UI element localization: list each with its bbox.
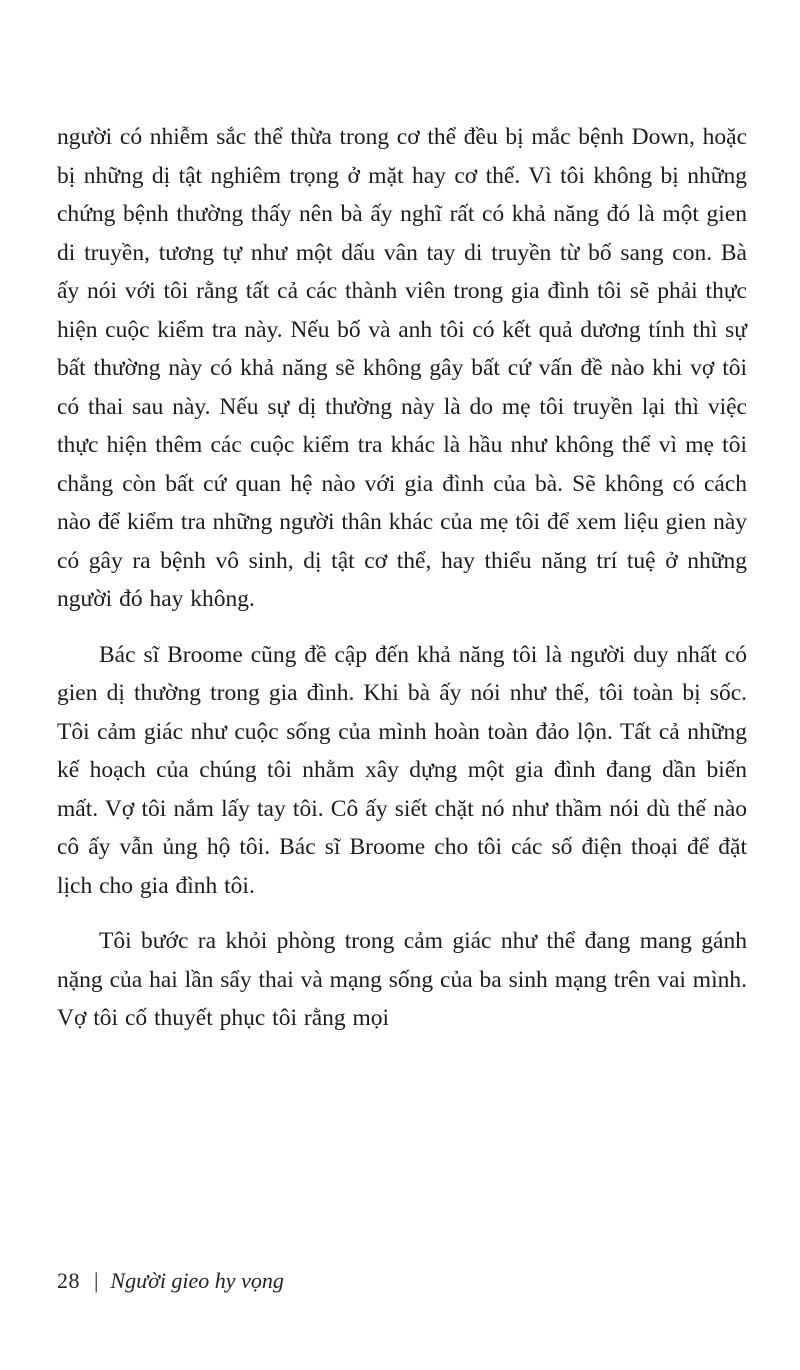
page-footer (57, 1268, 284, 1294)
paragraph: Bác sĩ Broome cũng đề cập đến khả năng tôi là người duy nhất có gien dị thường trong gia đình. Khi bà ấy nói như thế, tôi toàn bị sốc. Tôi cảm giác như cuộc sống của mình hoàn toàn đảo lộn. Tất cả những kế hoạch của chúng tôi nhằm xây dựng một gia đình đang dần biến mất. Vợ tôi nắm lấy tay tôi. Cô ấy siết chặt nó như thầm nói dù thế nào cô ấy vẫn ủng hộ tôi. Bác sĩ Broome cho tôi các số điện thoại để đặt lịch cho gia đình tôi. (57, 641, 747, 899)
paragraph: người có nhiễm sắc thể thừa trong cơ thể đều bị mắc bệnh Down, hoặc bị những dị tật nghiêm trọng ở mặt hay cơ thể. Vì tôi không bị những chứng bệnh thường thấy nên bà ấy nghĩ rất có khả năng đó là một gien di truyền, tương tự như một dấu vân tay di truyền từ bố sang con. Bà ấy nói với tôi rằng tất cả các thành viên trong gia đình tôi sẽ phải thực hiện cuộc kiểm tra này. Nếu bố và anh tôi có kết quả dương tính thì sự bất thường này có khả năng sẽ không gây bất cứ vấn đề nào khi vợ tôi có thai sau này. Nếu sự dị thường này là do mẹ tôi truyền lại thì việc thực hiện thêm các cuộc kiểm tra khác là hầu như không thể vì mẹ tôi chẳng còn bất cứ quan hệ nào với gia đình của bà. Sẽ không có cách nào để kiểm tra những người thân khác của mẹ tôi để xem liệu gien này có gây ra bệnh vô sinh, dị tật cơ thể, hay thiểu năng trí tuệ ở những người đó hay không. (57, 124, 747, 612)
paragraph: Tôi bước ra khỏi phòng trong cảm giác như thể đang mang gánh nặng của hai lần sẩy thai và mạng sống của ba sinh mạng trên vai mình. Vợ tôi cố thuyết phục tôi rằng mọi (57, 928, 747, 1031)
page-number: 28 (57, 1268, 80, 1293)
book-title: Người gieo hy vọng (110, 1268, 284, 1293)
page-text (57, 118, 747, 1055)
footer-separator: | (94, 1268, 99, 1293)
